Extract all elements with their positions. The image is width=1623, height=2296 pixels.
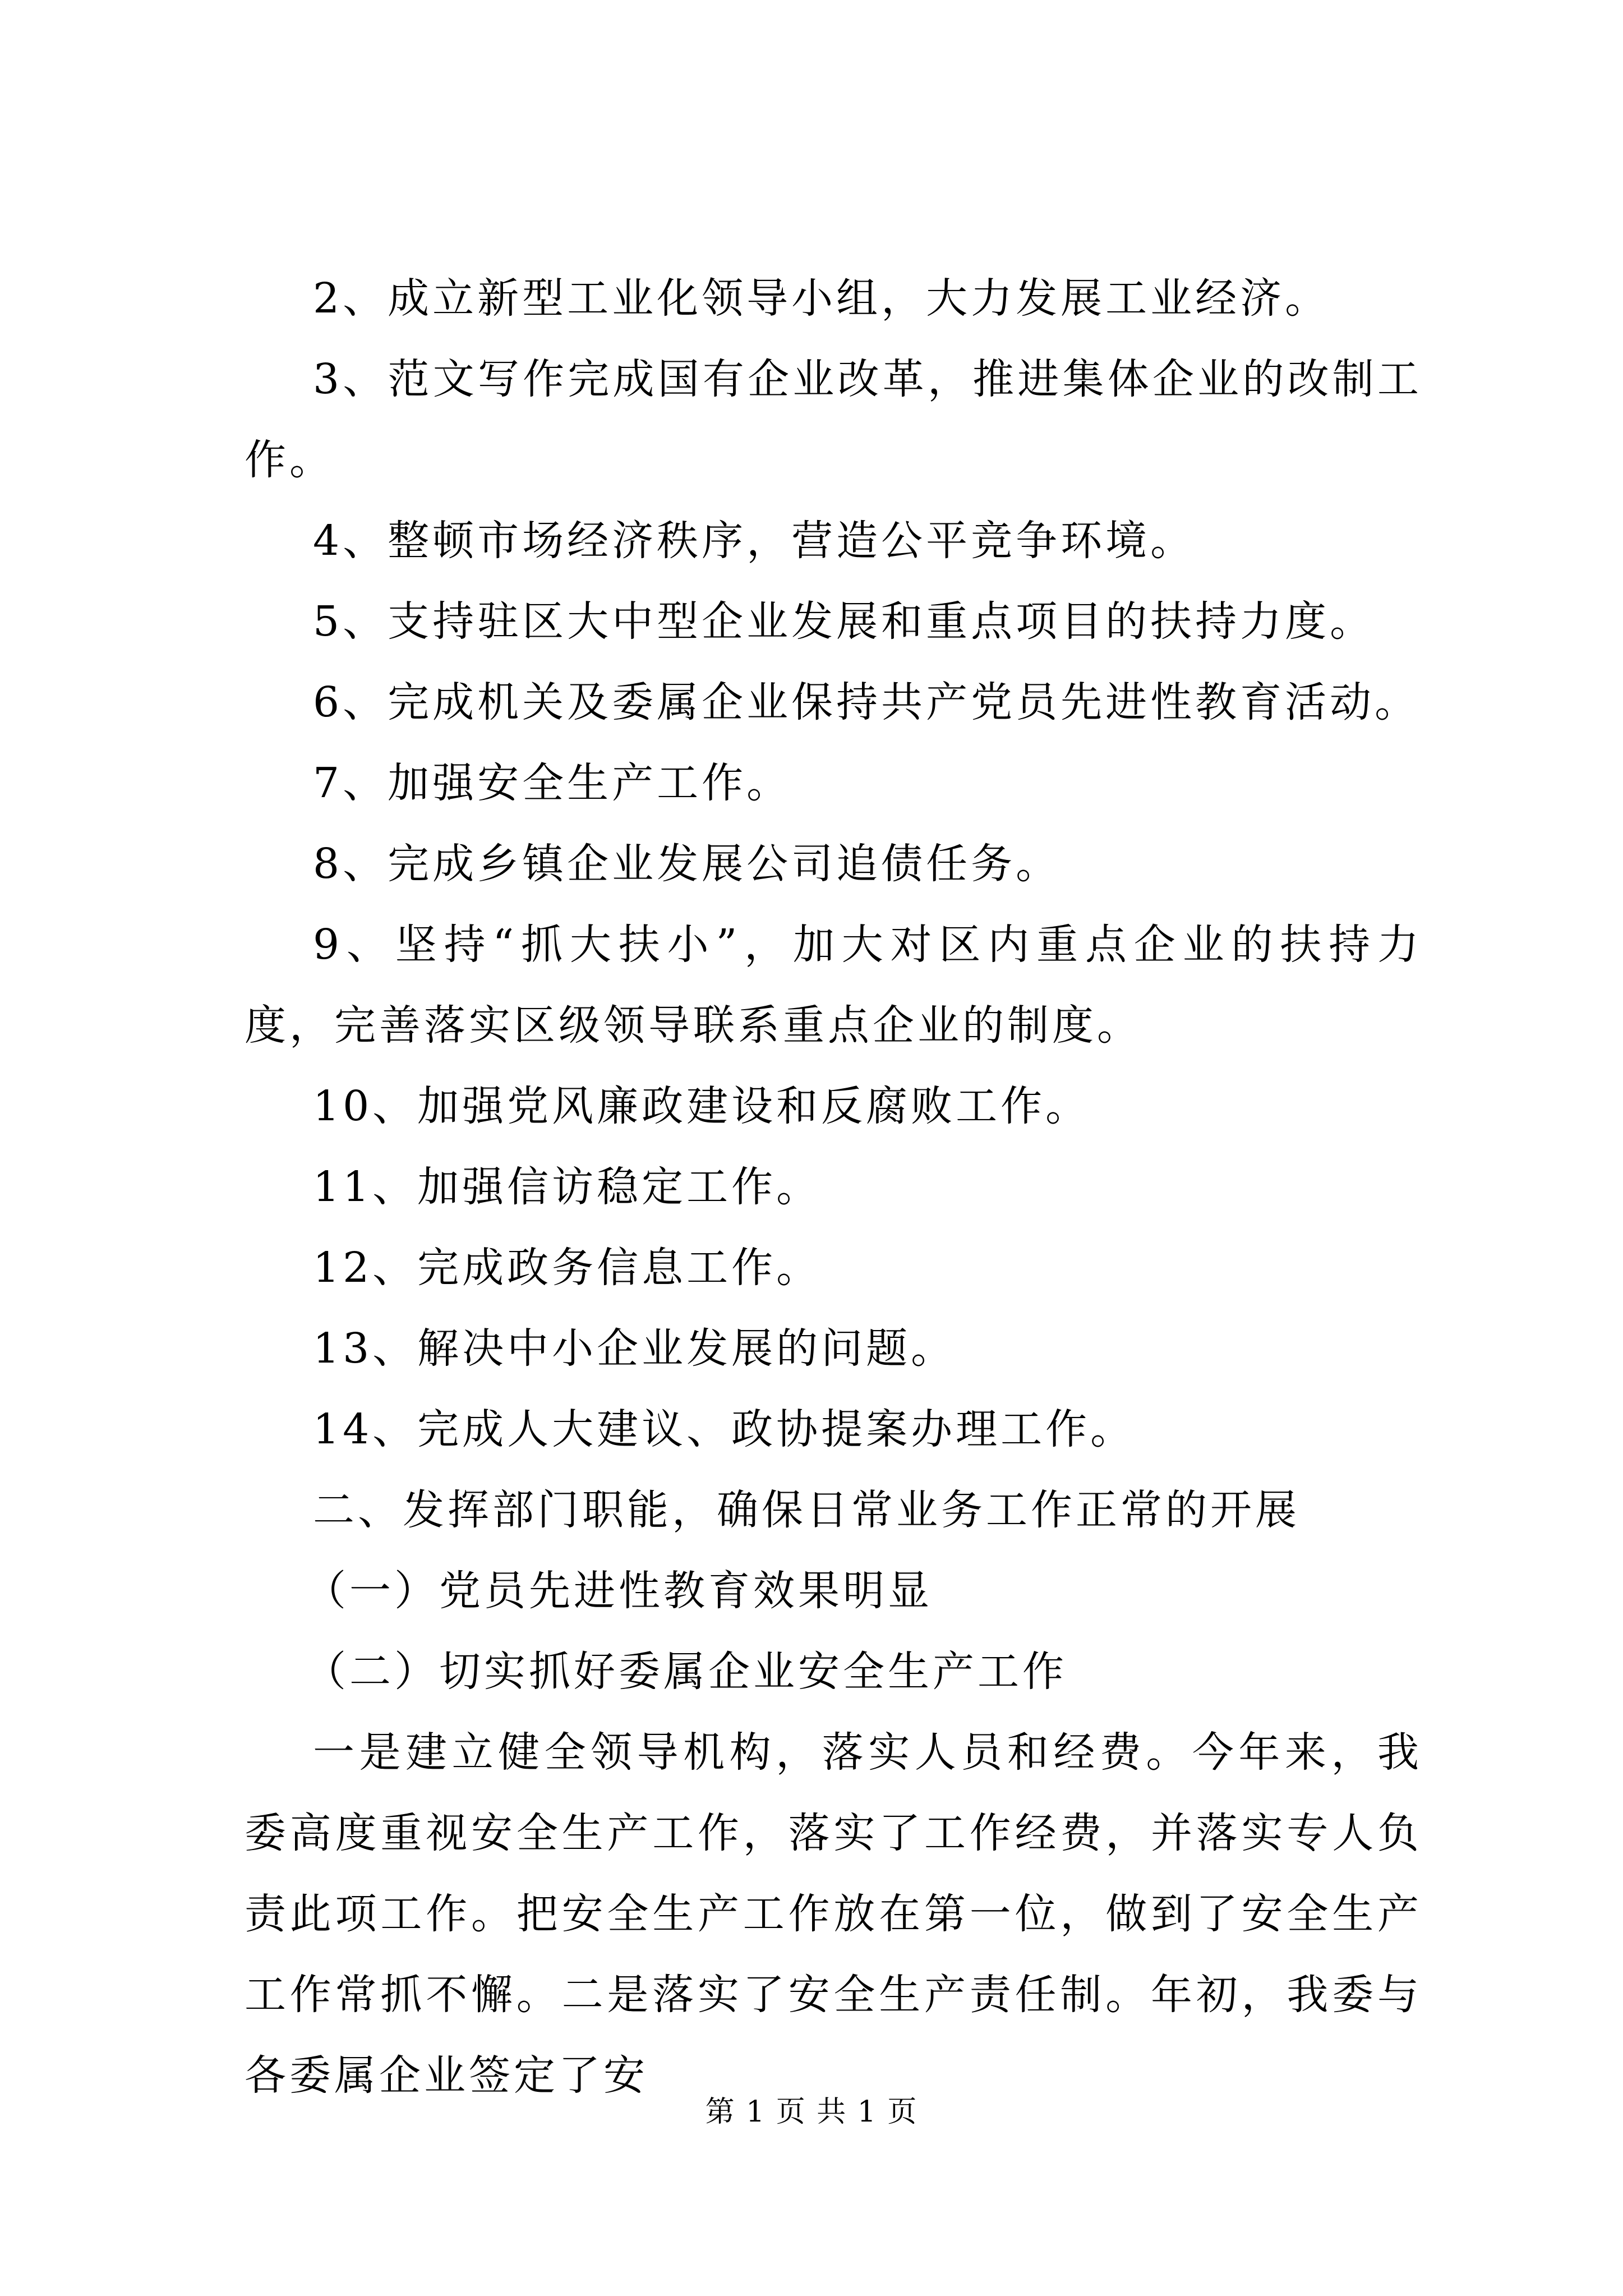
subsection-heading: （一）党员先进性教育效果明显 (305, 1567, 933, 1615)
list-item: 13、解决中小企业发展的问题。 (313, 1324, 956, 1373)
list-item: 8、完成乡镇企业发展公司追债任务。 (313, 840, 1061, 888)
page-footer: 第 1 页 共 1 页 (705, 2095, 918, 2129)
list-item: 6、完成机关及委属企业保持共产党员先进性教育活动。 (313, 678, 1420, 726)
list-item: 11、加强信访稳定工作。 (313, 1163, 822, 1211)
list-item: 10、加强党风廉政建设和反腐败工作。 (313, 1082, 1091, 1130)
list-item: 5、支持驻区大中型企业发展和重点项目的扶持力度。 (313, 597, 1375, 646)
list-item: 14、完成人大建议、政协提案办理工作。 (313, 1405, 1136, 1453)
list-item: 3、范文写作完成国有企业改革，推进集体企业的改制工作。 (245, 355, 1422, 484)
list-item: 12、完成政务信息工作。 (313, 1244, 822, 1292)
list-item: 9、坚持“抓大扶小”，加大对区内重点企业的扶持力度，完善落实区级领导联系重点企业的制度。 (245, 921, 1422, 1050)
list-item: 2、成立新型工业化领导小组，大力发展工业经济。 (313, 274, 1330, 323)
document-body (245, 258, 1422, 2116)
subsection-heading: （二）切实抓好委属企业安全生产工作 (305, 1648, 1067, 1696)
list-item: 4、整顿市场经济秩序，营造公平竞争环境。 (313, 517, 1196, 565)
list-item: 7、加强安全生产工作。 (313, 759, 792, 807)
section-heading: 二、发挥部门职能，确保日常业务工作正常的开展 (313, 1486, 1300, 1534)
body-paragraph: 一是建立健全领导机构，落实人员和经费。今年来，我委高度重视安全生产工作，落实了工作经费，并落实专人负责此项工作。把安全生产工作放在第一位，做到了安全生产工作常抓不懈。二是落实了安全生产责任制。年初，我委与各委属企业签定了安 (245, 1728, 1422, 2100)
